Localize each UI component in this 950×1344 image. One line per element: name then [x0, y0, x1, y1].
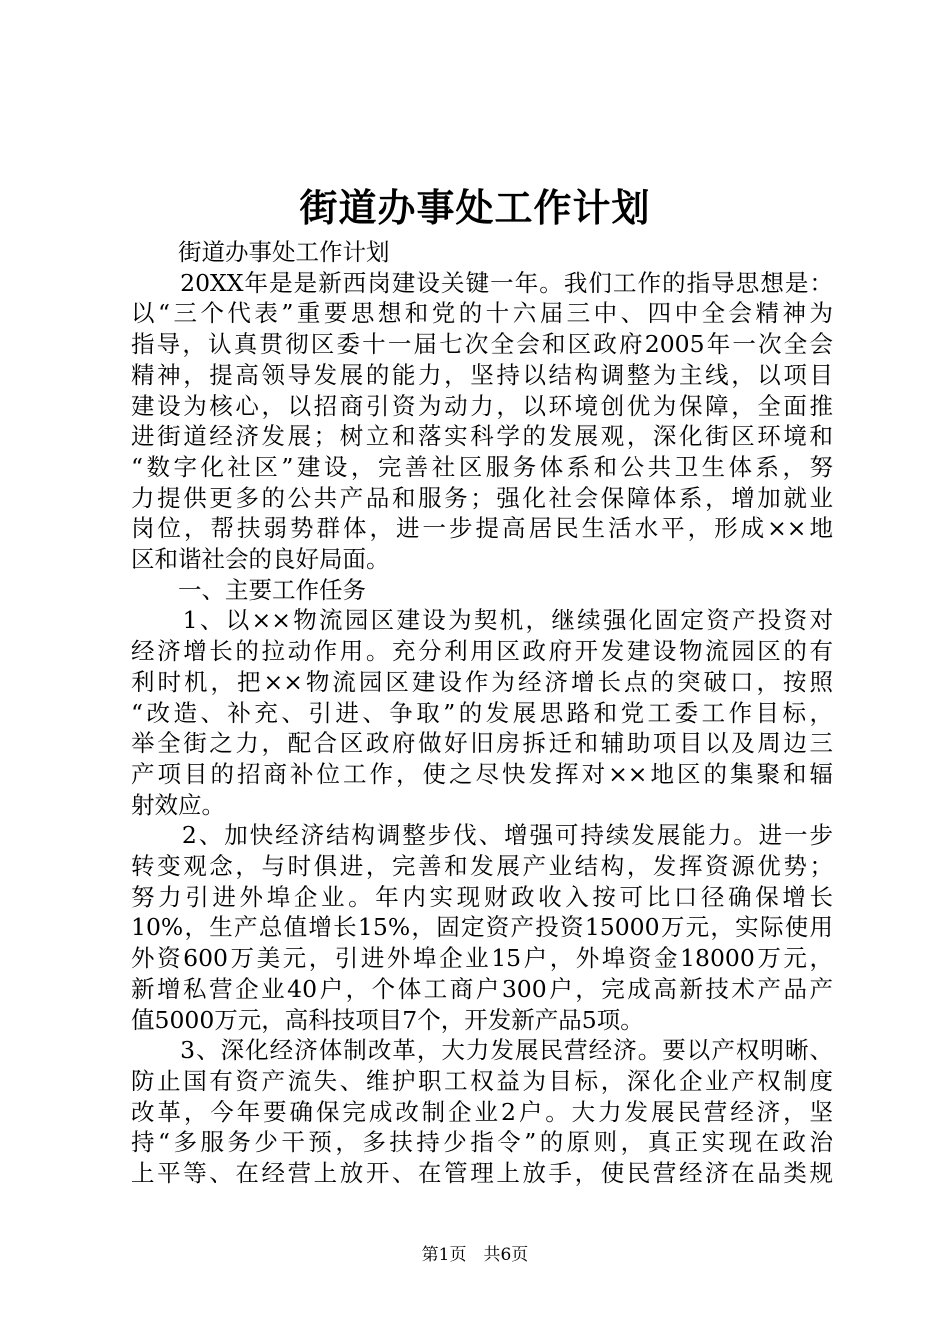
text-line: 努力引进外埠企业。年内实现财政收入按可比口径确保增长: [131, 882, 833, 911]
text-line: 指导，认真贯彻区委十一届七次全会和区政府2005年一次全会: [131, 330, 833, 359]
page-footer: 第1页 共6页: [421, 1245, 529, 1265]
text-line: 10%，生产总值增长15%，固定资产投资15000万元，实际使用: [131, 913, 833, 942]
text-line: 上平等、在经营上放开、在管理上放手，使民营经济在品类规: [131, 1159, 833, 1188]
text-line: 3、深化经济体制改革，大力发展民营经济。要以产权明晰、: [131, 1036, 833, 1065]
text-line: 精神，提高领导发展的能力，坚持以结构调整为主线，以项目: [131, 360, 833, 389]
text-line: 持“多服务少干预，多扶持少指令”的原则，真正实现在政治: [131, 1128, 833, 1157]
text-line: “数字化社区”建设，完善社区服务体系和公共卫生体系，努: [131, 452, 833, 481]
text-line: 一、主要工作任务: [131, 575, 366, 604]
document-body: [131, 237, 833, 1189]
text-line: 改革，今年要确保完成改制企业2户。大力发展民营经济，坚: [131, 1097, 833, 1126]
document-title: 街道办事处工作计划: [299, 185, 651, 230]
text-line: 以“三个代表”重要思想和党的十六届三中、四中全会精神为: [131, 299, 833, 328]
text-line: 力提供更多的公共产品和服务；强化社会保障体系，增加就业: [131, 483, 833, 512]
text-line: 街道办事处工作计划: [131, 238, 390, 266]
text-line: 值5000万元，高科技项目7个，开发新产品5项。: [131, 1005, 644, 1034]
text-line: 进街道经济发展；树立和落实科学的发展观，深化街区环境和: [131, 422, 833, 451]
text-line: 2、加快经济结构调整步伐、增强可持续发展能力。进一步: [131, 821, 833, 850]
text-line: 射效应。: [131, 790, 225, 819]
text-line: 外资600万美元，引进外埠企业15户，外埠资金18000万元，: [131, 944, 833, 973]
text-line: 建设为核心，以招商引资为动力，以环境创优为保障，全面推: [131, 391, 833, 420]
text-line: 利时机，把××物流园区建设作为经济增长点的突破口，按照: [131, 667, 833, 696]
text-line: 1、以××物流园区建设为契机，继续强化固定资产投资对: [131, 606, 833, 635]
text-line: 新增私营企业40户，个体工商户300户，完成高新技术产品产: [131, 974, 833, 1003]
text-line: 转变观念，与时俱进，完善和发展产业结构，发挥资源优势；: [131, 852, 833, 881]
text-line: 经济增长的拉动作用。充分利用区政府开发建设物流园区的有: [131, 637, 833, 666]
text-line: “改造、补充、引进、争取”的发展思路和党工委工作目标，: [131, 698, 833, 727]
text-line: 20XX年是是新西岗建设关键一年。我们工作的指导思想是：: [131, 268, 833, 297]
text-line: 防止国有资产流失、维护职工权益为目标，深化企业产权制度: [131, 1066, 833, 1095]
text-line: 举全街之力，配合区政府做好旧房拆迁和辅助项目以及周边三: [131, 729, 833, 758]
text-line: 产项目的招商补位工作，使之尽快发挥对××地区的集聚和辐: [131, 759, 833, 788]
text-line: 岗位，帮扶弱势群体，进一步提高居民生活水平，形成××地: [131, 514, 833, 543]
text-line: 区和谐社会的良好局面。: [131, 545, 390, 574]
